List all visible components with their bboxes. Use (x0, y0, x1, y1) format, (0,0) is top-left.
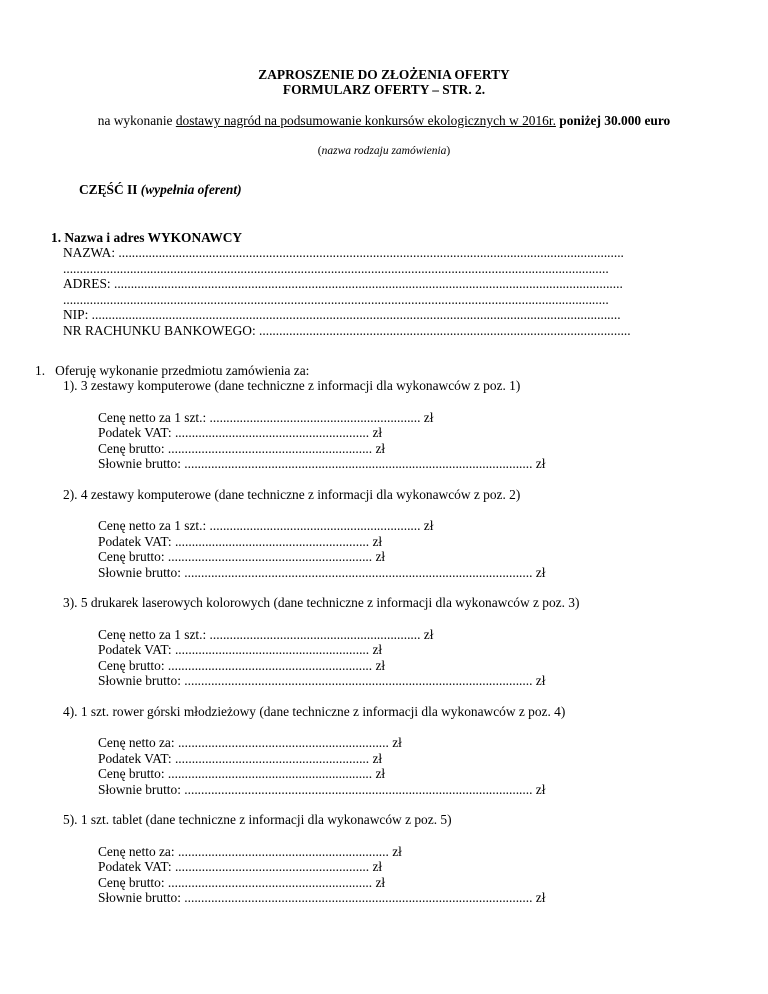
price-gross-line: Cenę brutto: ............................................................. zł (98, 875, 386, 890)
price-gross-line: Cenę brutto: ............................................................. zł (98, 549, 386, 564)
price-words-line: Słownie brutto: ........................................................................................................ zł (98, 890, 546, 905)
offer-item-title: 1). 3 zestawy komputerowe (dane techniczne z informacji dla wykonawców z poz. 1) (63, 378, 521, 393)
caption-open: ( (317, 145, 322, 157)
price-words-line: Słownie brutto: ........................................................................................................ zł (98, 565, 546, 580)
price-vat-line: Podatek VAT: .......................................................... zł (98, 425, 383, 440)
part-note: (wypełnia oferent) (140, 182, 242, 197)
subject-prefix: na wykonanie (97, 113, 176, 128)
contractor-bank-line: NR RACHUNKU BANKOWEGO: ............................................................................................................... (63, 323, 631, 338)
contractor-name-line-2: ................................................................................................................................................................... (63, 261, 609, 276)
price-vat-line: Podatek VAT: .......................................................... zł (98, 751, 383, 766)
offer-item-title: 2). 4 zestawy komputerowe (dane techniczne z informacji dla wykonawców z poz. 2) (63, 487, 521, 502)
contractor-name-line: NAZWA: ....................................................................................................................................................... (63, 245, 624, 260)
title-line-1: ZAPROSZENIE DO ZŁOŻENIA OFERTY (258, 67, 510, 82)
price-words-line: Słownie brutto: ........................................................................................................ zł (98, 782, 546, 797)
subject-line (0, 113, 768, 129)
caption-text: nazwa rodzaju zamówienia (321, 145, 447, 157)
price-vat-line: Podatek VAT: .......................................................... zł (98, 642, 383, 657)
offer-item-title: 3). 5 drukarek laserowych kolorowych (dane techniczne z informacji dla wykonawców z poz. 3) (63, 595, 580, 610)
offer-intro: 1. Oferuję wykonanie przedmiotu zamówienia za: (35, 363, 310, 378)
part-heading (79, 182, 242, 198)
price-net-line: Cenę netto za 1 szt.: ............................................................... zł (98, 410, 434, 425)
price-gross-line: Cenę brutto: ............................................................. zł (98, 658, 386, 673)
contractor-address-line: ADRES: ........................................................................................................................................................ (63, 276, 623, 291)
caption-close: ) (446, 145, 451, 157)
contractor-address-line-2: ................................................................................................................................................................... (63, 292, 609, 307)
price-vat-line: Podatek VAT: .......................................................... zł (98, 859, 383, 874)
price-words-line: Słownie brutto: ........................................................................................................ zł (98, 456, 546, 471)
subject-threshold: poniżej 30.000 euro (555, 113, 671, 128)
subject-caption (0, 143, 768, 159)
price-net-line: Cenę netto za 1 szt.: ............................................................... zł (98, 518, 434, 533)
offer-item-title: 4). 1 szt. rower górski młodzieżowy (dane techniczne z informacji dla wykonawców z poz. 4) (63, 704, 566, 719)
price-gross-line: Cenę brutto: ............................................................. zł (98, 441, 386, 456)
price-gross-line: Cenę brutto: ............................................................. zł (98, 766, 386, 781)
contractor-heading: 1. Nazwa i adres WYKONAWCY (51, 230, 243, 245)
title-line-2: FORMULARZ OFERTY – STR. 2. (282, 82, 486, 97)
price-net-line: Cenę netto za 1 szt.: ............................................................... zł (98, 627, 434, 642)
price-net-line: Cenę netto za: ............................................................... zł (98, 844, 402, 859)
price-net-line: Cenę netto za: ............................................................... zł (98, 735, 402, 750)
subject-underlined: dostawy nagród na podsumowanie konkursów ekologicznych w 2016r. (175, 113, 556, 128)
part-label: CZĘŚĆ II (79, 182, 141, 197)
offer-item-title: 5). 1 szt. tablet (dane techniczne z informacji dla wykonawców z poz. 5) (63, 812, 452, 827)
price-vat-line: Podatek VAT: .......................................................... zł (98, 534, 383, 549)
price-words-line: Słownie brutto: ........................................................................................................ zł (98, 673, 546, 688)
contractor-nip-line: NIP: .............................................................................................................................................................. (63, 307, 621, 322)
